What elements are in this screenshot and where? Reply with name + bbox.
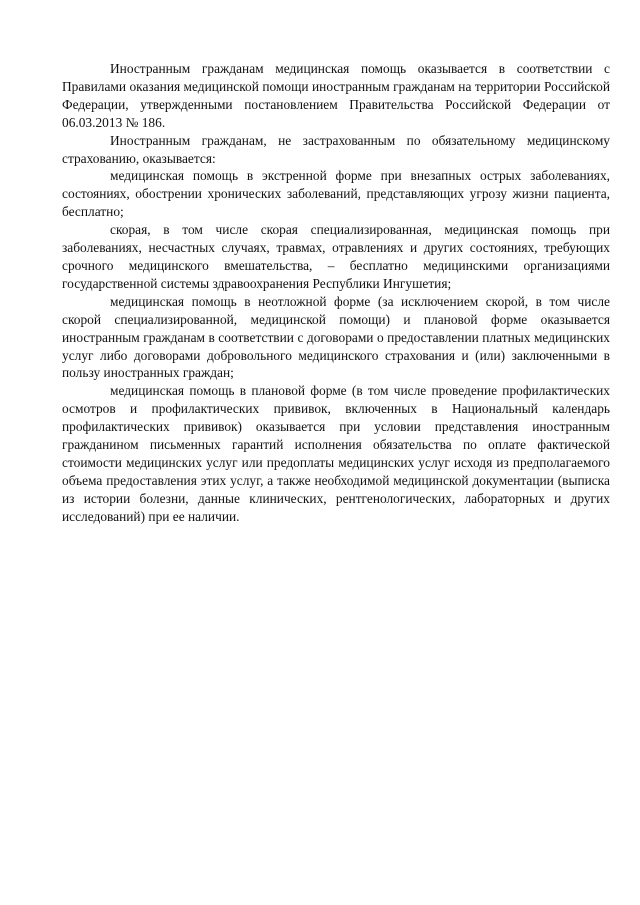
- paragraph-ambulance-care: скорая, в том числе скорая специализированная, медицинская помощь при заболеваниях, несчастных случаях, травмах, отравлениях и других состояниях, требующих срочного медицинского вмешательства, – бесплатно медицинскими организациями государственной системы здравоохранения Республики Ингушетия;: [62, 222, 610, 291]
- document-body: [62, 60, 610, 526]
- paragraph-emergency-care: медицинская помощь в экстренной форме при внезапных острых заболеваниях, состояниях, обострении хронических заболеваний, представляющих угрозу жизни пациента, бесплатно;: [62, 168, 610, 220]
- paragraph-urgent-planned-care: медицинская помощь в неотложной форме (за исключением скорой, в том числе скорой специализированной, медицинской помощи) и плановой форме оказывается иностранным гражданам в соответствии с договорами о предоставлении платных медицинских услуг либо договорами добровольного медицинского страхования и (или) заключенными в пользу иностранных граждан;: [62, 293, 610, 381]
- paragraph-legal-basis: Иностранным гражданам медицинская помощь оказывается в соответствии с Правилами оказания медицинской помощи иностранным гражданам на территории Российской Федерации, утвержденными постановлением Правительства Российской Федерации от 06.03.2013 № 186.: [62, 61, 610, 130]
- paragraph-planned-care-conditions: медицинская помощь в плановой форме (в том числе проведение профилактических осмотров и профилактических прививок, включенных в Национальный календарь профилактических прививок) оказывается при условии представления иностранным гражданином письменных гарантий исполнения обязательства по оплате фактической стоимости медицинских услуг или предоплаты медицинских услуг исходя из предполагаемого объема предоставления этих услуг, а также необходимой медицинской документации (выписка из истории болезни, данные клинических, рентгенологических, лабораторных и других исследований) при ее наличии.: [62, 383, 610, 524]
- paragraph-uninsured-intro: Иностранным гражданам, не застрахованным по обязательному медицинскому страхованию, оказывается:: [62, 132, 610, 166]
